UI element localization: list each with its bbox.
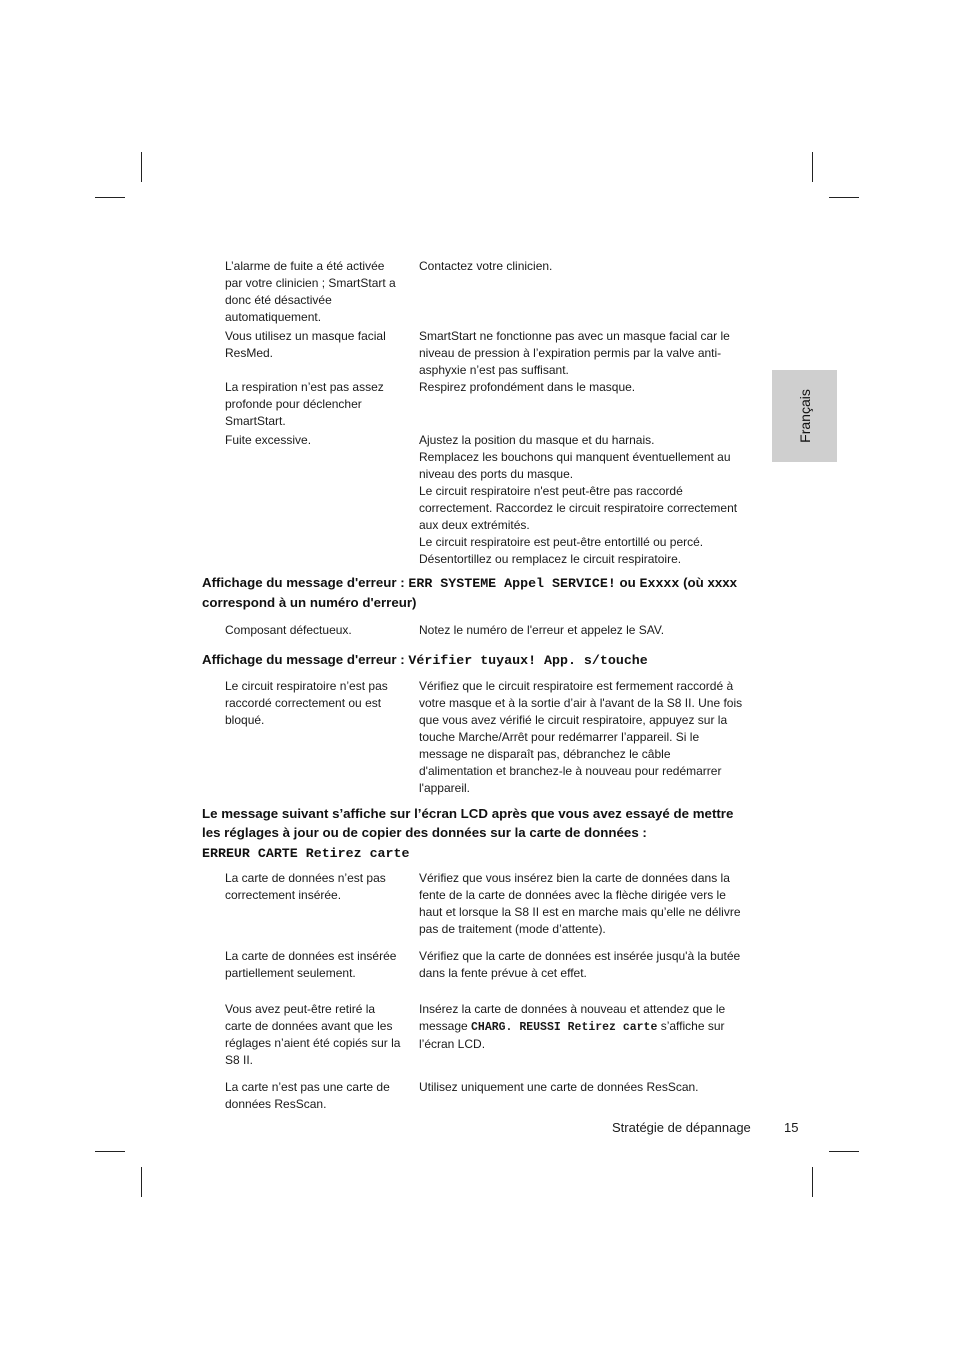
table-row	[0, 379, 954, 432]
solution-cell: Utilisez uniquement une carte de données ResScan.	[419, 1080, 699, 1094]
troubleshooting-table-4	[0, 870, 954, 1115]
error-code: Vérifier tuyaux! App. s/touche	[408, 653, 648, 668]
solution-cell: Vérifiez que la carte de données est insérée jusqu'à la butée dans la fente prévue à cet effet.	[419, 949, 741, 980]
cause-cell: Composant défectueux.	[225, 623, 352, 637]
table-row	[0, 432, 954, 567]
cause-cell: Vous utilisez un masque facial ResMed.	[225, 329, 386, 360]
cause-cell: La carte de données est insérée partiellement seulement.	[225, 949, 397, 980]
solution-line: Ajustez la position du masque et du harnais.	[419, 433, 655, 447]
footer-section-title: Stratégie de dépannage	[612, 1120, 751, 1135]
page-number: 15	[784, 1120, 799, 1135]
error-code: ERREUR CARTE Retirez carte	[202, 846, 410, 861]
error-code: ERR SYSTEME Appel SERVICE!	[408, 576, 616, 591]
solution-cell: Vérifiez que vous insérez bien la carte de données dans la fente de la carte de données avec la flèche dirigée vers le haut et lorsque la S8 II est en marche mais qu’elle ne délivre pas de traitement (mode d’attente).	[419, 871, 741, 936]
cause-cell: La carte de données n’est pas correctement insérée.	[225, 871, 386, 902]
crop-mark	[95, 1151, 125, 1152]
solution-cell: Notez le numéro de l'erreur et appelez le SAV.	[419, 623, 665, 637]
crop-mark	[141, 1167, 142, 1197]
solution-cell: SmartStart ne fonctionne pas avec un masque facial car le niveau de pression à l’expiration permis par la valve anti-asphyxie n’est pas suffisant.	[419, 329, 730, 377]
crop-mark	[829, 1151, 859, 1152]
crop-mark	[812, 152, 813, 182]
cause-cell: Fuite excessive.	[225, 433, 312, 447]
table-row	[0, 622, 954, 642]
solution-cell: Insérez la carte de données à nouveau et attendez que le message CHARG. REUSSI Retirez carte s’affiche sur l’écran LCD.	[419, 1002, 726, 1051]
solution-cell: Respirez profondément dans le masque.	[419, 380, 636, 394]
table-row	[0, 1079, 954, 1115]
error-heading-system: Affichage du message d'erreur : ERR SYSTEME Appel SERVICE! ou Exxxx (où xxxx correspond à un numéro d'erreur)	[202, 575, 738, 610]
table-row	[0, 948, 954, 1001]
language-tab-label: Français	[796, 389, 813, 443]
solution-cell: Vérifiez que le circuit respiratoire est fermement raccordé à votre masque et à la sortie d’air à l'avant de la S8 II. Une fois que vous avez vérifié le circuit respiratoire, appuyez sur la touche Marche/Arrêt pour redémarrer l’appareil. Si le message ne disparaît pas, débranchez le câble d'alimentation et branchez-le à nouveau pour redémarrer l'appareil.	[419, 679, 743, 795]
cause-cell: La respiration n’est pas assez profonde pour déclencher SmartStart.	[225, 380, 384, 428]
cause-cell: La carte n’est pas une carte de données ResScan.	[225, 1080, 390, 1111]
error-code: Exxxx	[639, 576, 680, 591]
crop-mark	[829, 197, 859, 198]
solution-cell: Contactez votre clinicien.	[419, 259, 553, 273]
solution-line: Le circuit respiratoire n'est peut-être pas raccordé correctement. Raccordez le circuit respiratoire correctement aux deux extrémités.	[419, 484, 738, 532]
table-row	[0, 870, 954, 948]
solution-line: Le circuit respiratoire est peut-être entortillé ou percé. Désentortillez ou remplacez le circuit respiratoire.	[419, 535, 704, 566]
crop-mark	[141, 152, 142, 182]
troubleshooting-table-3	[0, 678, 954, 798]
table-row	[0, 258, 954, 328]
lcd-message-code: CHARG. REUSSI Retirez carte	[471, 1021, 658, 1034]
cause-cell: L’alarme de fuite a été activée par votre clinicien ; SmartStart a donc été désactivée automatiquement.	[225, 259, 396, 324]
table-row	[0, 1001, 954, 1079]
error-heading-card: Le message suivant s’affiche sur l’écran LCD après que vous avez essayé de mettre les réglages à jour ou de copier des données sur la carte de données : ERREUR CARTE Retirez carte	[202, 804, 742, 863]
cause-cell: Le circuit respiratoire n’est pas raccordé correctement ou est bloqué.	[225, 679, 388, 727]
crop-mark	[95, 197, 125, 198]
solution-cell	[419, 432, 744, 568]
table-row	[0, 328, 954, 379]
table-row	[0, 678, 954, 798]
crop-mark	[812, 1167, 813, 1197]
error-heading-tubing: Affichage du message d'erreur : Vérifier tuyaux! App. s/touche	[202, 652, 648, 668]
troubleshooting-table-1	[0, 258, 954, 567]
cause-cell: Vous avez peut-être retiré la carte de données avant que les réglages n’aient été copiés sur la S8 II.	[225, 1002, 401, 1067]
solution-line: Remplacez les bouchons qui manquent éventuellement au niveau des ports du masque.	[419, 450, 731, 481]
troubleshooting-table-2	[0, 622, 954, 642]
